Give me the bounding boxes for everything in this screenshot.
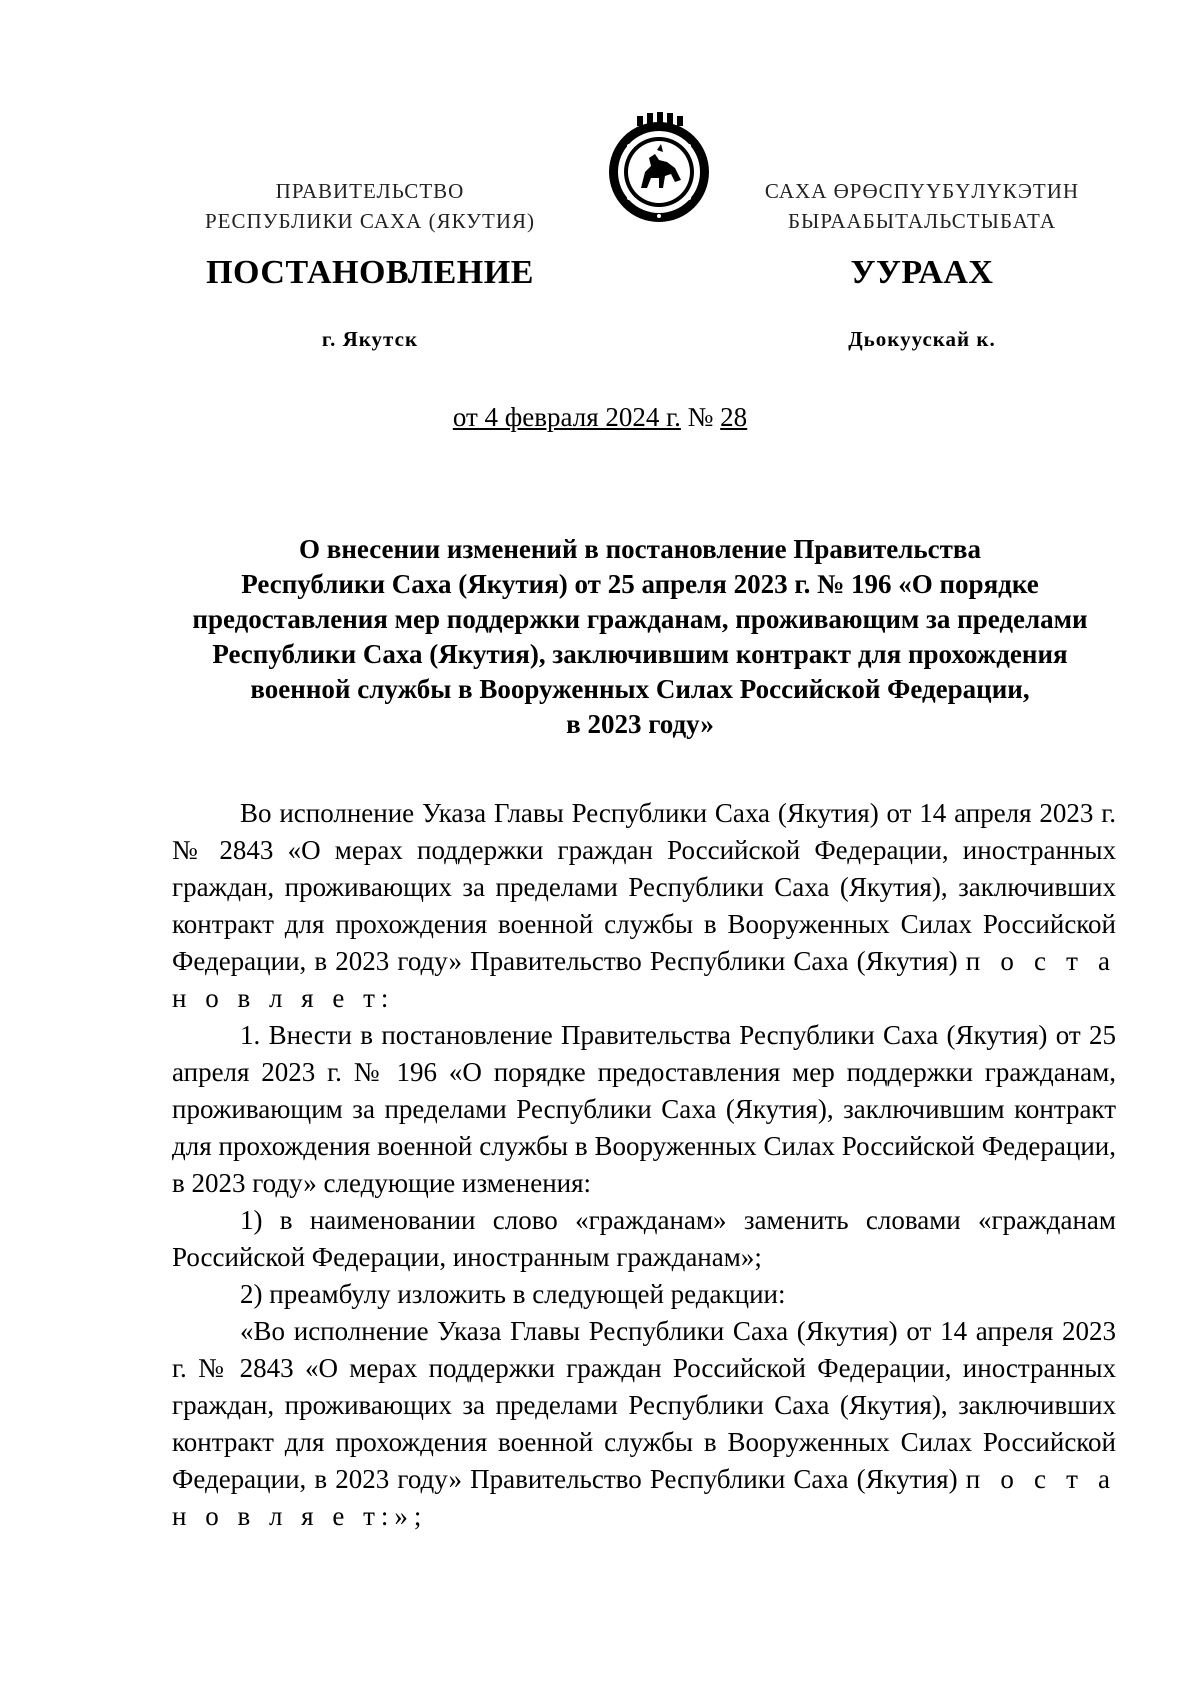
header-right-line1: САХА ӨРӨСПҮҮБҮЛҮКЭТИН xyxy=(764,179,1080,203)
doc-type-sakha: УУРААХ xyxy=(850,254,994,291)
document-body xyxy=(172,795,1116,1535)
header-left-line2: РЕСПУБЛИКИ САХА (ЯКУТИЯ) xyxy=(204,209,536,233)
city-sakha: Дьокуускай к. xyxy=(848,327,996,351)
document-title xyxy=(160,532,1120,742)
title-line: Республики Саха (Якутия), заключившим контракт для прохождения xyxy=(212,639,1068,669)
title-line: предоставления мер поддержки гражданам, проживающим за пределами xyxy=(192,604,1088,634)
title-line: О внесении изменений в постановление Правительства xyxy=(299,534,981,564)
paragraph-preamble xyxy=(172,795,1116,1017)
document-date: от 4 февраля 2024 г. xyxy=(452,402,681,432)
paragraph-subitem-2: 2) преамбулу изложить в следующей редакции: xyxy=(240,1279,786,1309)
title-line: военной службы в Вооруженных Силах Российской Федерации, xyxy=(250,674,1030,704)
document-number: 28 xyxy=(720,402,748,432)
date-number-line xyxy=(0,402,1200,433)
title-line: Республики Саха (Якутия) от 25 апреля 2023 г. № 196 «О порядке xyxy=(241,569,1039,599)
city-ru: г. Якутск xyxy=(321,327,419,351)
doc-type-ru: ПОСТАНОВЛЕНИЕ xyxy=(206,254,534,291)
title-line: в 2023 году» xyxy=(566,709,714,739)
paragraph-item-1: 1. Внести в постановление Правительства Республики Саха (Якутия) от 25 апреля 2023 г. № 196 «О порядке предоставления мер поддержки гражданам, проживающим за пределами Республики Саха (Якутия), заключившим контракт для прохождения военной службы в Вооруженных Силах Российской Федерации, в 2023 году» следующие изменения: xyxy=(172,1020,1116,1198)
header-left-line1: ПРАВИТЕЛЬСТВО xyxy=(275,179,465,203)
paragraph-subitem-1: 1) в наименовании слово «гражданам» заменить словами «гражданам Российской Федерации, иностранным гражданам»; xyxy=(172,1205,1116,1272)
number-sign: № xyxy=(687,402,714,432)
paragraph-text: Во исполнение Указа Главы Республики Саха (Якутия) от 14 апреля 2023 г. № 2843 «О мерах поддержки граждан Российской Федерации, иностранных граждан, проживающих за пределами Республики Саха (Якутия), заключивших контракт для прохождения военной службы в Вооруженных Силах Российской Федерации, в 2023 году» Правительство Республики Саха (Якутия) xyxy=(172,798,1116,976)
paragraph-new-preamble xyxy=(172,1313,1116,1535)
decree-word: п о с т а н о в л я е т:»; xyxy=(172,1464,1117,1531)
header-left xyxy=(160,176,580,236)
header-right-line2: БЫРААБЫТАЛЬСТЫБАТА xyxy=(788,209,1056,233)
header-right xyxy=(712,176,1132,236)
decree-word: п о с т а н о в л я е т: xyxy=(172,946,1117,1013)
paragraph-text: «Во исполнение Указа Главы Республики Саха (Якутия) от 14 апреля 2023 г. № 2843 «О мерах поддержки граждан Российской Федерации, иностранных граждан, проживающих за пределами Республики Саха (Якутия), заключивших контракт для прохождения военной службы в Вооруженных Силах Российской Федерации, в 2023 году» Правительство Республики Саха (Якутия) xyxy=(172,1316,1116,1494)
sakha-coat-of-arms-icon xyxy=(601,110,717,226)
